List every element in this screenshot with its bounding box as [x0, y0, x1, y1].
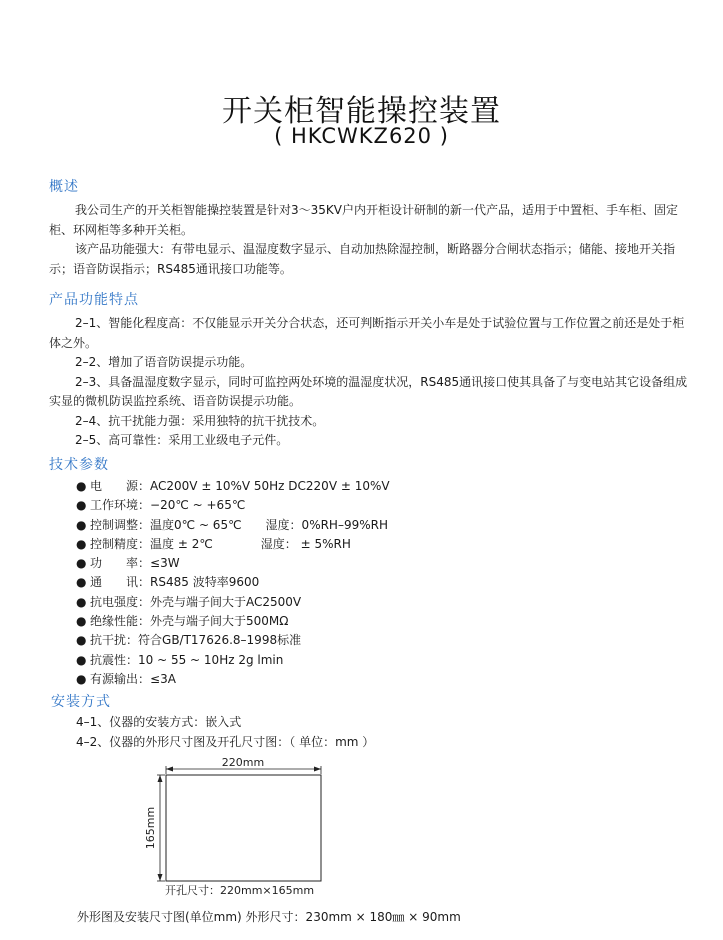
arrow-down-icon — [158, 874, 163, 881]
cutout-rectangle — [166, 775, 321, 881]
bullet-icon: ● — [76, 517, 87, 532]
arrow-right-icon — [314, 767, 321, 772]
spec-label: 功 率： — [90, 556, 151, 571]
feature-item: 2–5、高可靠性：采用工业级电子元件。 — [75, 433, 289, 447]
spec-value: AC200V ± 10%V 50Hz DC220V ± 10%V — [150, 479, 390, 493]
section-heading-installation: 安装方式 — [51, 694, 111, 710]
spec-value: ≤3A — [150, 671, 176, 686]
spec-value: ≤3W — [150, 556, 180, 571]
height-dimension-label: 165mm — [144, 806, 157, 850]
spec-value: 10 ~ 55 ~ 10Hz 2g lmin — [138, 652, 284, 667]
bullet-icon: ● — [76, 479, 87, 493]
spec-label: 有源输出： — [90, 671, 151, 686]
installation-line: 4–2、仪器的外形尺寸图及开孔尺寸图：（ 单位：mm ） — [76, 735, 375, 749]
overview-paragraph: 该产品功能强大：有带电显示、温湿度数字显示、自动加热除湿控制，断路器分合闸状态指示；储能、接地开关指示；语音防误指示；RS485通讯接口功能等。 — [49, 242, 676, 276]
bullet-icon: ● — [76, 575, 87, 590]
spec-label: 控制精度： — [90, 536, 151, 551]
bullet-icon: ● — [76, 556, 87, 571]
spec-label: 工作环境： — [90, 498, 151, 513]
width-dimension-label: 220mm — [221, 756, 265, 769]
spec-label: 电 源： — [90, 479, 151, 493]
spec-value: −20℃ ~ +65℃ — [150, 498, 246, 513]
feature-item: 2–2、增加了语音防误提示功能。 — [75, 355, 253, 369]
feature-item: 2–4、抗干扰能力强：采用独特的抗干扰技术。 — [75, 413, 325, 428]
bullet-icon: ● — [76, 633, 87, 648]
spec-label: 绝缘性能： — [90, 614, 151, 629]
feature-item: 2–3、具备温湿度数字显示，同时可监控两处环境的温湿度状况，RS485通讯接口使其具备了与变电站其它设备组成实显的微机防误监控系统、语音防误提示功能。 — [49, 374, 688, 408]
spec-label: 控制调整： — [90, 517, 151, 532]
bullet-icon: ● — [76, 498, 87, 513]
spec-value: 温度0℃ ~ 65℃ 湿度：0%RH–99%RH — [150, 517, 388, 532]
arrow-up-icon — [158, 775, 163, 782]
bullet-icon: ● — [76, 614, 87, 629]
cutout-caption: 开孔尺寸：220mm×165mm — [165, 884, 315, 897]
spec-label: 通 讯： — [90, 575, 151, 590]
page-title: 开关柜智能操控装置 — [222, 94, 501, 129]
bullet-icon: ● — [76, 536, 87, 551]
spec-value: RS485 波特率9600 — [150, 575, 260, 590]
model-subtitle: ( HKCWKZ620 ) — [274, 124, 449, 148]
overview-paragraph: 我公司生产的开关柜智能操控装置是针对3～35KV户内开柜设计研制的新一代产品，适用于中置柜、手车柜、固定柜、环网柜等多种开关柜。 — [49, 203, 678, 237]
arrow-left-icon — [166, 767, 173, 772]
section-heading-specs: 技术参数 — [49, 457, 109, 473]
installation-line: 4–1、仪器的安装方式：嵌入式 — [76, 715, 242, 729]
spec-value: 符合GB/T17626.8–1998标准 — [138, 633, 302, 648]
bullet-icon: ● — [76, 594, 87, 609]
bullet-icon: ● — [76, 671, 87, 686]
spec-label: 抗震性： — [90, 652, 139, 667]
dimension-footer: 外形图及安装尺寸图(单位mm) 外形尺寸：230mm × 180㎜ × 90mm — [77, 910, 461, 924]
spec-value: 温度 ± 2℃ 湿度： ± 5%RH — [150, 536, 351, 551]
spec-value: 外壳与端子间大于AC2500V — [150, 594, 302, 609]
section-heading-features: 产品功能特点 — [49, 292, 139, 308]
spec-value: 外壳与端子间大于500MΩ — [150, 614, 289, 629]
spec-label: 抗干扰： — [90, 633, 139, 648]
spec-label: 抗电强度： — [90, 594, 151, 609]
feature-item: 2–1、智能化程度高：不仅能显示开关分合状态，还可判断指示开关小车是处于试验位置与工作位置之前还是处于柜体之外。 — [49, 316, 685, 350]
section-heading-overview: 概述 — [49, 179, 79, 195]
bullet-icon: ● — [76, 652, 87, 667]
